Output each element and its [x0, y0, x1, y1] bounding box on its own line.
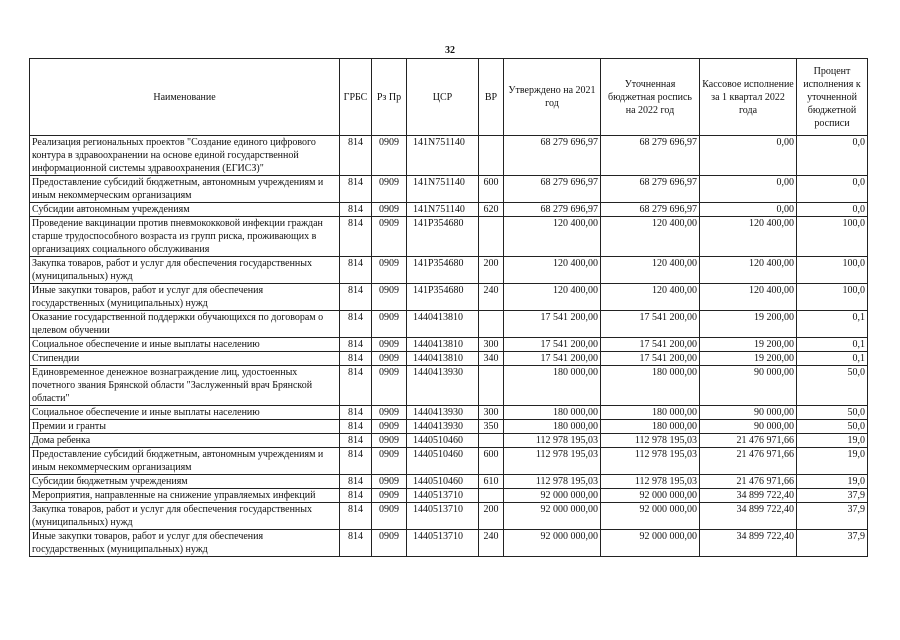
cell-cash: 0,00 [700, 136, 797, 176]
cell-name: Стипендии [30, 352, 340, 366]
cell-cash: 120 400,00 [700, 284, 797, 311]
cell-percent: 0,1 [797, 311, 868, 338]
cell-grbs: 814 [340, 352, 372, 366]
cell-vr [479, 489, 504, 503]
cell-refined: 68 279 696,97 [601, 176, 700, 203]
cell-cash: 21 476 971,66 [700, 448, 797, 475]
cell-percent: 0,1 [797, 352, 868, 366]
cell-refined: 17 541 200,00 [601, 338, 700, 352]
cell-approved: 120 400,00 [504, 257, 601, 284]
cell-approved: 180 000,00 [504, 420, 601, 434]
cell-approved: 92 000 000,00 [504, 530, 601, 557]
cell-cash: 21 476 971,66 [700, 475, 797, 489]
table-row [30, 434, 868, 448]
cell-vr: 300 [479, 338, 504, 352]
cell-percent: 19,0 [797, 448, 868, 475]
cell-refined: 112 978 195,03 [601, 475, 700, 489]
cell-refined: 120 400,00 [601, 217, 700, 257]
cell-cash: 90 000,00 [700, 406, 797, 420]
cell-rzpr: 0909 [372, 257, 407, 284]
cell-vr [479, 217, 504, 257]
cell-rzpr: 0909 [372, 352, 407, 366]
cell-csr: 1440510460 [407, 475, 479, 489]
cell-grbs: 814 [340, 503, 372, 530]
cell-cash: 0,00 [700, 203, 797, 217]
cell-vr: 620 [479, 203, 504, 217]
cell-grbs: 814 [340, 257, 372, 284]
table-row [30, 176, 868, 203]
cell-rzpr: 0909 [372, 136, 407, 176]
cell-grbs: 814 [340, 448, 372, 475]
cell-csr: 141N751140 [407, 176, 479, 203]
cell-grbs: 814 [340, 366, 372, 406]
cell-name: Иные закупки товаров, работ и услуг для обеспечения государственных (муниципальных) нужд [30, 284, 340, 311]
cell-rzpr: 0909 [372, 311, 407, 338]
cell-vr: 610 [479, 475, 504, 489]
cell-vr: 200 [479, 503, 504, 530]
cell-vr [479, 136, 504, 176]
cell-approved: 112 978 195,03 [504, 475, 601, 489]
cell-percent: 0,0 [797, 203, 868, 217]
cell-csr: 1440513710 [407, 530, 479, 557]
cell-percent: 0,0 [797, 176, 868, 203]
table-row [30, 503, 868, 530]
table-row [30, 217, 868, 257]
cell-csr: 1440413810 [407, 338, 479, 352]
cell-approved: 17 541 200,00 [504, 352, 601, 366]
cell-name: Дома ребенка [30, 434, 340, 448]
table-row [30, 203, 868, 217]
cell-rzpr: 0909 [372, 217, 407, 257]
cell-csr: 141P354680 [407, 257, 479, 284]
cell-grbs: 814 [340, 420, 372, 434]
table-row [30, 136, 868, 176]
cell-vr: 240 [479, 530, 504, 557]
cell-rzpr: 0909 [372, 176, 407, 203]
cell-grbs: 814 [340, 136, 372, 176]
cell-cash: 19 200,00 [700, 338, 797, 352]
cell-percent: 100,0 [797, 284, 868, 311]
table-row [30, 311, 868, 338]
cell-vr: 350 [479, 420, 504, 434]
cell-name: Премии и гранты [30, 420, 340, 434]
cell-name: Единовременное денежное вознаграждение лиц, удостоенных почетного звания Брянской области "Заслуженный врач Брянской области" [30, 366, 340, 406]
header-percent: Процент исполнения к уточненной бюджетной росписи [797, 59, 868, 136]
table-row [30, 257, 868, 284]
cell-percent: 37,9 [797, 530, 868, 557]
table-row [30, 352, 868, 366]
cell-name: Предоставление субсидий бюджетным, автономным учреждениям и иным некоммерческим организациям [30, 448, 340, 475]
cell-grbs: 814 [340, 338, 372, 352]
cell-grbs: 814 [340, 434, 372, 448]
cell-name: Оказание государственной поддержки обучающихся по договорам о целевом обучении [30, 311, 340, 338]
cell-cash: 90 000,00 [700, 366, 797, 406]
cell-name: Закупка товаров, работ и услуг для обеспечения государственных (муниципальных) нужд [30, 503, 340, 530]
cell-percent: 0,1 [797, 338, 868, 352]
cell-name: Иные закупки товаров, работ и услуг для обеспечения государственных (муниципальных) нужд [30, 530, 340, 557]
table-row [30, 530, 868, 557]
cell-percent: 50,0 [797, 420, 868, 434]
cell-grbs: 814 [340, 406, 372, 420]
table-row [30, 284, 868, 311]
cell-grbs: 814 [340, 284, 372, 311]
cell-csr: 141P354680 [407, 284, 479, 311]
cell-vr: 200 [479, 257, 504, 284]
cell-vr: 300 [479, 406, 504, 420]
cell-refined: 180 000,00 [601, 406, 700, 420]
cell-rzpr: 0909 [372, 475, 407, 489]
cell-csr: 1440413930 [407, 420, 479, 434]
cell-approved: 68 279 696,97 [504, 203, 601, 217]
header-cash: Кассовое исполнение за 1 квартал 2022 года [700, 59, 797, 136]
cell-approved: 17 541 200,00 [504, 338, 601, 352]
cell-grbs: 814 [340, 489, 372, 503]
cell-name: Социальное обеспечение и иные выплаты населению [30, 406, 340, 420]
cell-vr: 240 [479, 284, 504, 311]
cell-refined: 180 000,00 [601, 420, 700, 434]
cell-rzpr: 0909 [372, 434, 407, 448]
table-row [30, 448, 868, 475]
cell-approved: 68 279 696,97 [504, 136, 601, 176]
cell-approved: 120 400,00 [504, 284, 601, 311]
cell-refined: 120 400,00 [601, 284, 700, 311]
cell-grbs: 814 [340, 311, 372, 338]
cell-grbs: 814 [340, 530, 372, 557]
cell-name: Субсидии бюджетным учреждениям [30, 475, 340, 489]
cell-percent: 19,0 [797, 434, 868, 448]
cell-refined: 92 000 000,00 [601, 489, 700, 503]
cell-refined: 68 279 696,97 [601, 136, 700, 176]
cell-percent: 100,0 [797, 217, 868, 257]
cell-refined: 92 000 000,00 [601, 503, 700, 530]
header-approved: Утверждено на 2021 год [504, 59, 601, 136]
cell-approved: 120 400,00 [504, 217, 601, 257]
cell-approved: 180 000,00 [504, 366, 601, 406]
header-grbs: ГРБС [340, 59, 372, 136]
cell-approved: 68 279 696,97 [504, 176, 601, 203]
cell-approved: 112 978 195,03 [504, 448, 601, 475]
cell-refined: 92 000 000,00 [601, 530, 700, 557]
cell-csr: 1440513710 [407, 503, 479, 530]
cell-approved: 180 000,00 [504, 406, 601, 420]
cell-approved: 112 978 195,03 [504, 434, 601, 448]
cell-rzpr: 0909 [372, 489, 407, 503]
cell-rzpr: 0909 [372, 406, 407, 420]
cell-refined: 180 000,00 [601, 366, 700, 406]
table-row [30, 338, 868, 352]
table-row [30, 406, 868, 420]
cell-rzpr: 0909 [372, 420, 407, 434]
cell-grbs: 814 [340, 203, 372, 217]
table-header-row [30, 59, 868, 136]
cell-grbs: 814 [340, 176, 372, 203]
cell-cash: 19 200,00 [700, 352, 797, 366]
cell-name: Предоставление субсидий бюджетным, автономным учреждениям и иным некоммерческим организациям [30, 176, 340, 203]
cell-percent: 50,0 [797, 366, 868, 406]
table-row [30, 420, 868, 434]
cell-approved: 92 000 000,00 [504, 503, 601, 530]
cell-refined: 120 400,00 [601, 257, 700, 284]
cell-csr: 141N751140 [407, 203, 479, 217]
cell-rzpr: 0909 [372, 530, 407, 557]
header-name: Наименование [30, 59, 340, 136]
cell-grbs: 814 [340, 217, 372, 257]
header-csr: ЦСР [407, 59, 479, 136]
cell-percent: 0,0 [797, 136, 868, 176]
cell-rzpr: 0909 [372, 203, 407, 217]
cell-cash: 34 899 722,40 [700, 489, 797, 503]
table-row [30, 366, 868, 406]
cell-rzpr: 0909 [372, 284, 407, 311]
cell-percent: 100,0 [797, 257, 868, 284]
cell-csr: 141P354680 [407, 217, 479, 257]
cell-name: Субсидии автономным учреждениям [30, 203, 340, 217]
cell-vr: 340 [479, 352, 504, 366]
cell-cash: 34 899 722,40 [700, 530, 797, 557]
cell-cash: 120 400,00 [700, 257, 797, 284]
table-row [30, 489, 868, 503]
budget-table [29, 58, 868, 557]
header-refined: Уточненная бюджетная роспись на 2022 год [601, 59, 700, 136]
cell-name: Социальное обеспечение и иные выплаты населению [30, 338, 340, 352]
cell-grbs: 814 [340, 475, 372, 489]
cell-rzpr: 0909 [372, 503, 407, 530]
header-vr: ВР [479, 59, 504, 136]
cell-approved: 17 541 200,00 [504, 311, 601, 338]
cell-cash: 90 000,00 [700, 420, 797, 434]
cell-refined: 17 541 200,00 [601, 352, 700, 366]
cell-refined: 112 978 195,03 [601, 448, 700, 475]
cell-csr: 1440413930 [407, 366, 479, 406]
cell-name: Реализация региональных проектов "Создание единого цифрового контура в здравоохранении на основе единой государственной информационной системы здравоохранения (ЕГИСЗ)" [30, 136, 340, 176]
cell-csr: 1440413810 [407, 352, 479, 366]
cell-name: Мероприятия, направленные на снижение управляемых инфекций [30, 489, 340, 503]
cell-csr: 1440513710 [407, 489, 479, 503]
cell-csr: 1440510460 [407, 448, 479, 475]
cell-rzpr: 0909 [372, 338, 407, 352]
header-rzpr: Рз Пр [372, 59, 407, 136]
cell-vr: 600 [479, 176, 504, 203]
cell-refined: 112 978 195,03 [601, 434, 700, 448]
cell-approved: 92 000 000,00 [504, 489, 601, 503]
cell-csr: 141N751140 [407, 136, 479, 176]
cell-cash: 19 200,00 [700, 311, 797, 338]
cell-csr: 1440413810 [407, 311, 479, 338]
cell-rzpr: 0909 [372, 366, 407, 406]
cell-vr [479, 311, 504, 338]
cell-rzpr: 0909 [372, 448, 407, 475]
cell-percent: 37,9 [797, 503, 868, 530]
page-number: 32 [445, 45, 455, 56]
cell-cash: 120 400,00 [700, 217, 797, 257]
cell-percent: 50,0 [797, 406, 868, 420]
cell-cash: 21 476 971,66 [700, 434, 797, 448]
cell-refined: 68 279 696,97 [601, 203, 700, 217]
cell-vr: 600 [479, 448, 504, 475]
cell-percent: 37,9 [797, 489, 868, 503]
cell-name: Проведение вакцинации против пневмококковой инфекции граждан старше трудоспособного возраста из групп риска, проживающих в организациях социального обслуживания [30, 217, 340, 257]
cell-csr: 1440413930 [407, 406, 479, 420]
cell-csr: 1440510460 [407, 434, 479, 448]
table-row [30, 475, 868, 489]
cell-cash: 0,00 [700, 176, 797, 203]
cell-name: Закупка товаров, работ и услуг для обеспечения государственных (муниципальных) нужд [30, 257, 340, 284]
cell-vr [479, 434, 504, 448]
cell-cash: 34 899 722,40 [700, 503, 797, 530]
cell-vr [479, 366, 504, 406]
cell-refined: 17 541 200,00 [601, 311, 700, 338]
cell-percent: 19,0 [797, 475, 868, 489]
